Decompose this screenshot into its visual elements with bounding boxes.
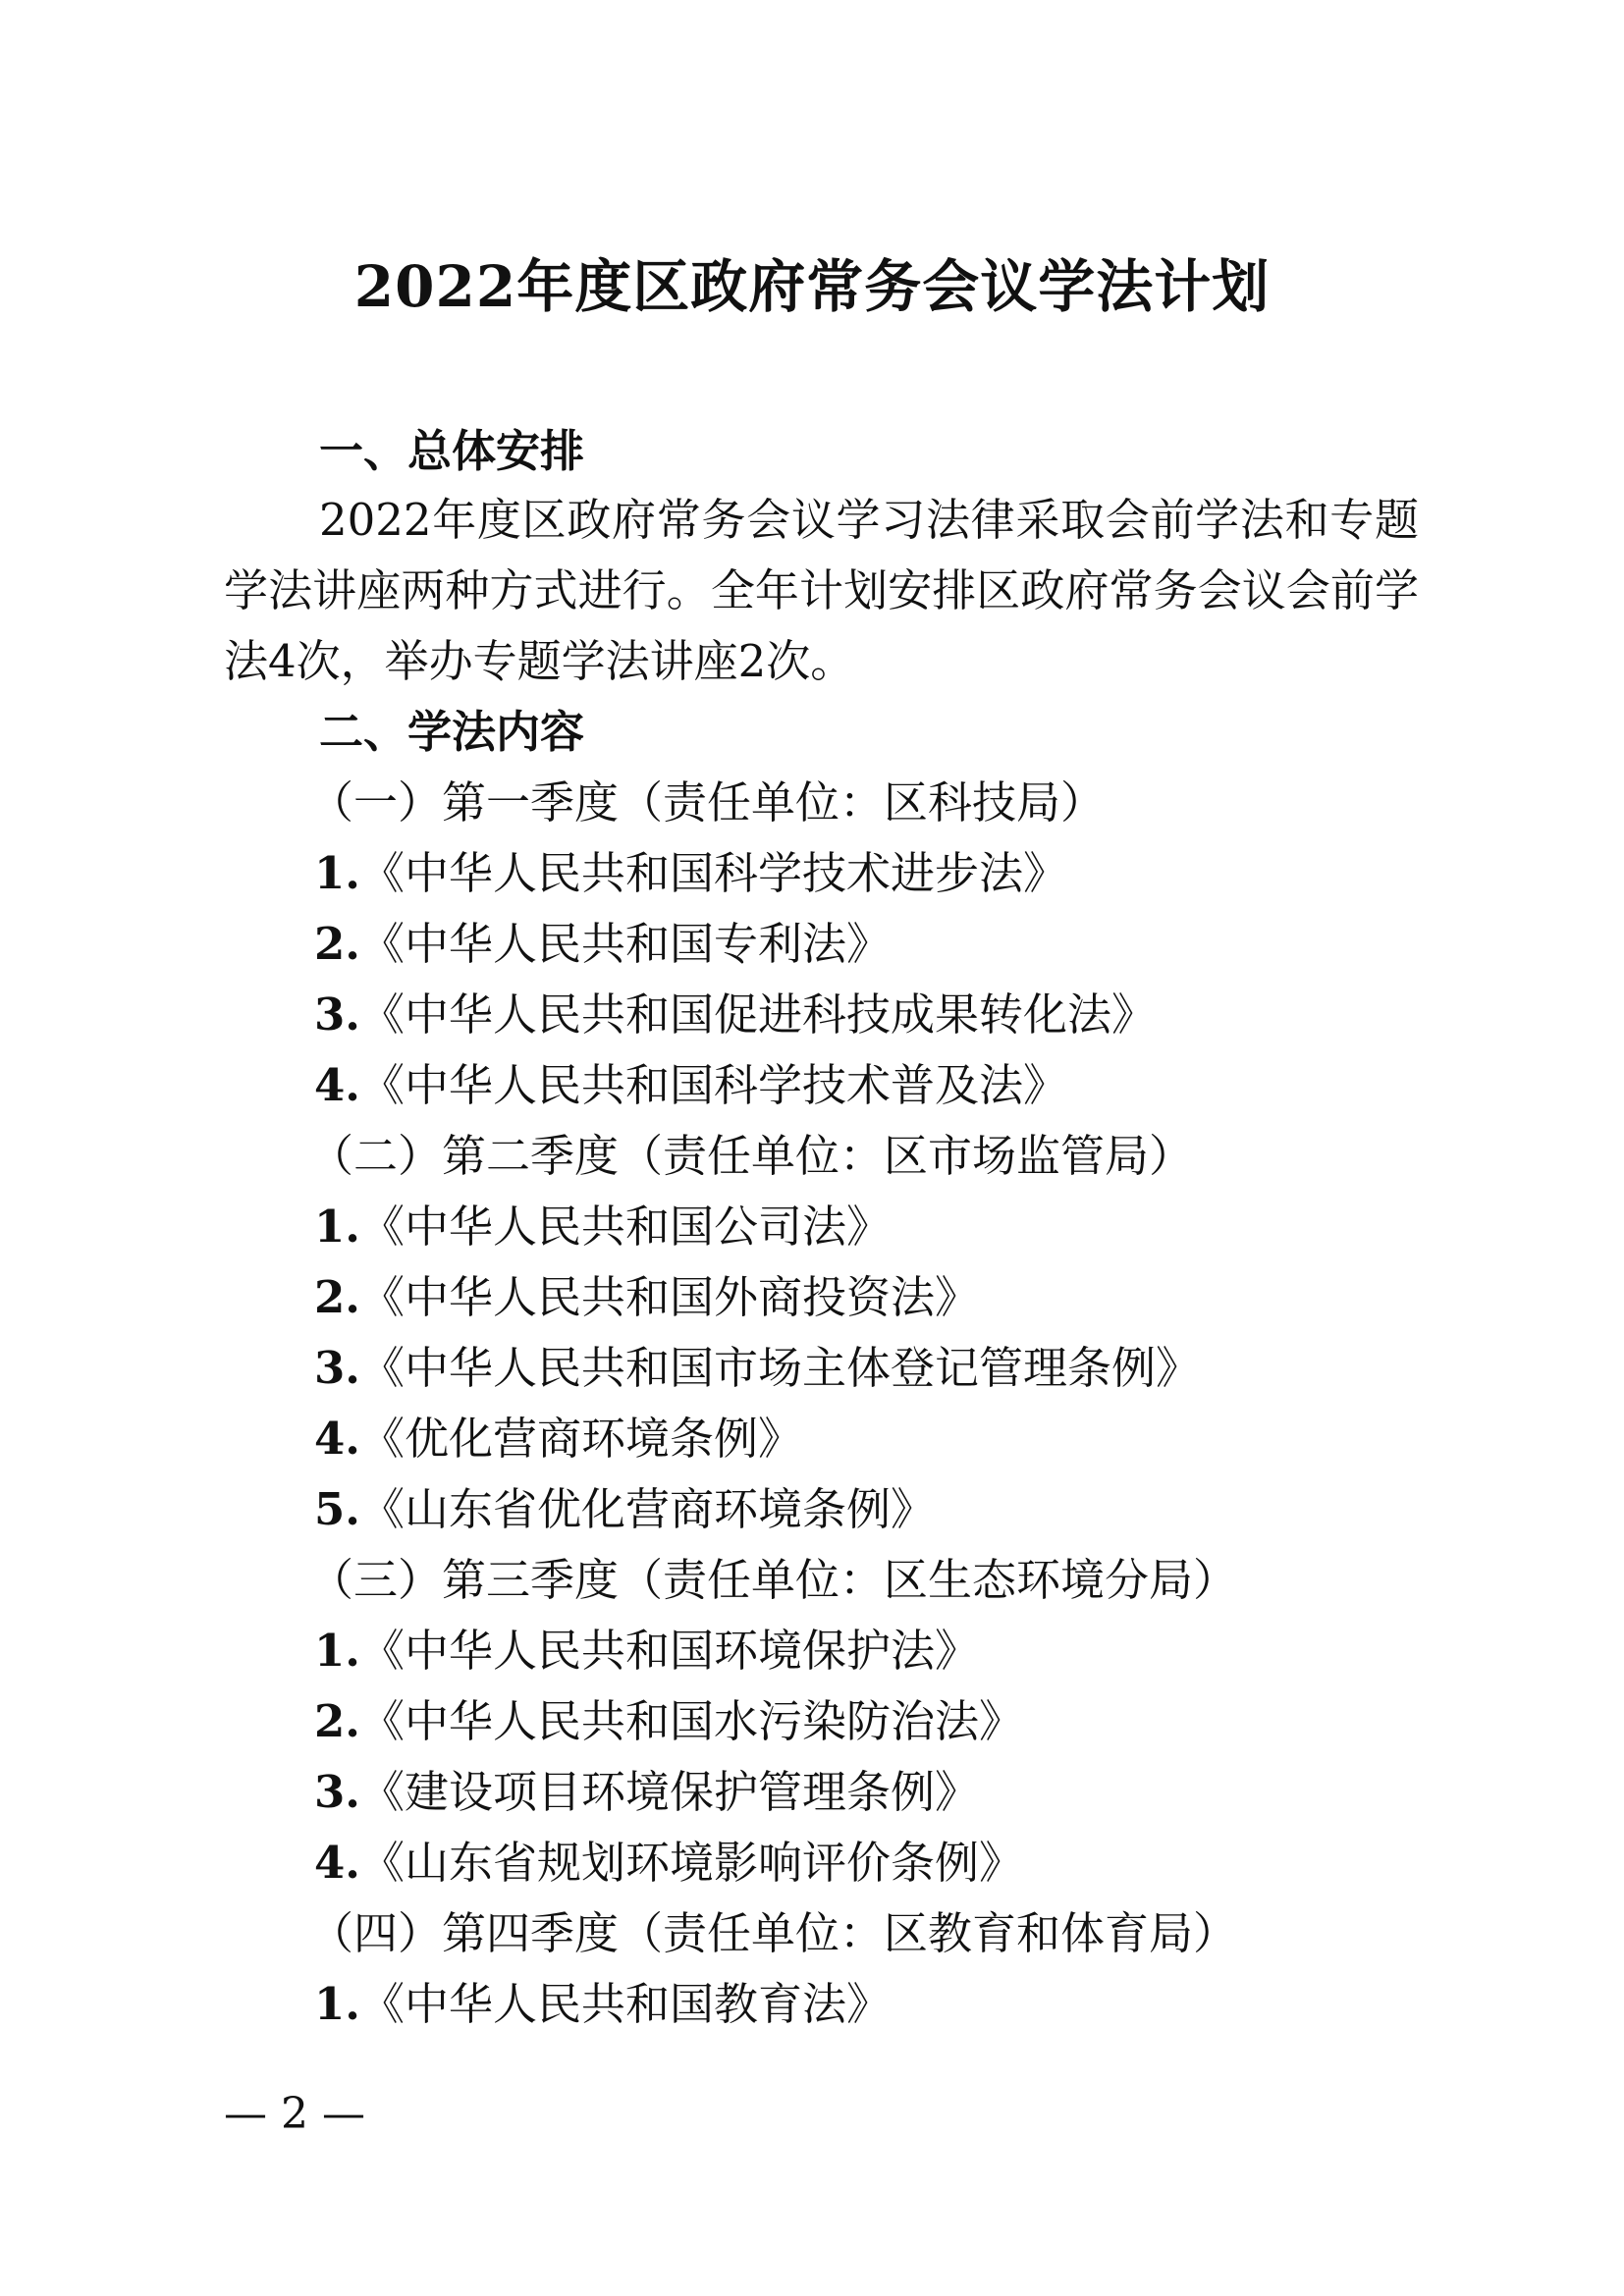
item-title: 《中华人民共和国环境保护法》 — [359, 1625, 979, 1677]
item-title: 《中华人民共和国专利法》 — [359, 918, 891, 970]
item-title: 《山东省优化营商环境条例》 — [359, 1483, 935, 1535]
item-number: 3. — [314, 1766, 360, 1818]
list-item — [314, 1410, 802, 1468]
section-heading-content: 二、学法内容 — [319, 706, 585, 758]
item-title: 《建设项目环境保护管理条例》 — [359, 1766, 979, 1818]
item-title: 《中华人民共和国促进科技成果转化法》 — [359, 988, 1156, 1041]
list-item — [314, 1834, 1023, 1893]
item-number: 3. — [314, 988, 360, 1041]
list-item — [314, 1692, 1023, 1751]
item-title: 《中华人民共和国教育法》 — [359, 1978, 891, 2030]
paragraph-line: 2022年度区政府常务会议学习法律采取会前学法和专题 — [319, 494, 1419, 546]
item-title: 《中华人民共和国外商投资法》 — [359, 1271, 979, 1323]
list-item — [314, 844, 1067, 903]
quarter-label: （三）第三季度（责任单位：区生态环境分局） — [309, 1554, 1238, 1606]
list-item — [314, 1056, 1067, 1115]
quarter-label: （四）第四季度（责任单位：区教育和体育局） — [309, 1907, 1238, 1959]
item-number: 1. — [314, 1625, 360, 1677]
item-number: 1. — [314, 1978, 360, 2030]
quarter-label: （一）第一季度（责任单位：区科技局） — [309, 776, 1106, 828]
item-number: 4. — [314, 1837, 360, 1889]
list-item — [314, 1339, 1200, 1398]
item-title: 《中华人民共和国水污染防治法》 — [359, 1695, 1023, 1747]
item-number: 1. — [314, 1201, 360, 1253]
item-title: 《中华人民共和国科学技术进步法》 — [359, 847, 1067, 899]
item-number: 4. — [314, 1413, 360, 1465]
item-number: 1. — [314, 847, 360, 899]
list-item — [314, 1480, 935, 1539]
paragraph-line: 学法讲座两种方式进行。全年计划安排区政府常务会议会前学 — [224, 564, 1419, 616]
item-number: 5. — [314, 1483, 360, 1535]
document-title: 2022年度区政府常务会议学法计划 — [353, 253, 1271, 320]
list-item — [314, 1763, 979, 1822]
item-title: 《中华人民共和国市场主体登记管理条例》 — [359, 1342, 1200, 1394]
item-title: 《优化营商环境条例》 — [359, 1413, 802, 1465]
item-number: 4. — [314, 1059, 360, 1111]
item-title: 《中华人民共和国科学技术普及法》 — [359, 1059, 1067, 1111]
item-title: 《中华人民共和国公司法》 — [359, 1201, 891, 1253]
quarter-label: （二）第二季度（责任单位：区市场监管局） — [309, 1130, 1194, 1182]
item-number: 2. — [314, 918, 360, 970]
list-item — [314, 1268, 979, 1327]
list-item — [314, 986, 1156, 1044]
list-item — [314, 1622, 979, 1681]
item-number: 3. — [314, 1342, 360, 1394]
item-title: 《山东省规划环境影响评价条例》 — [359, 1837, 1023, 1889]
paragraph-line: 法4次，举办专题学法讲座2次。 — [224, 635, 855, 687]
list-item — [314, 1198, 891, 1256]
item-number: 2. — [314, 1695, 360, 1747]
list-item — [314, 915, 891, 974]
section-heading-overall: 一、总体安排 — [319, 425, 585, 477]
item-number: 2. — [314, 1271, 360, 1323]
list-item — [314, 1975, 891, 2034]
page-number: — 2 — — [224, 2089, 365, 2139]
